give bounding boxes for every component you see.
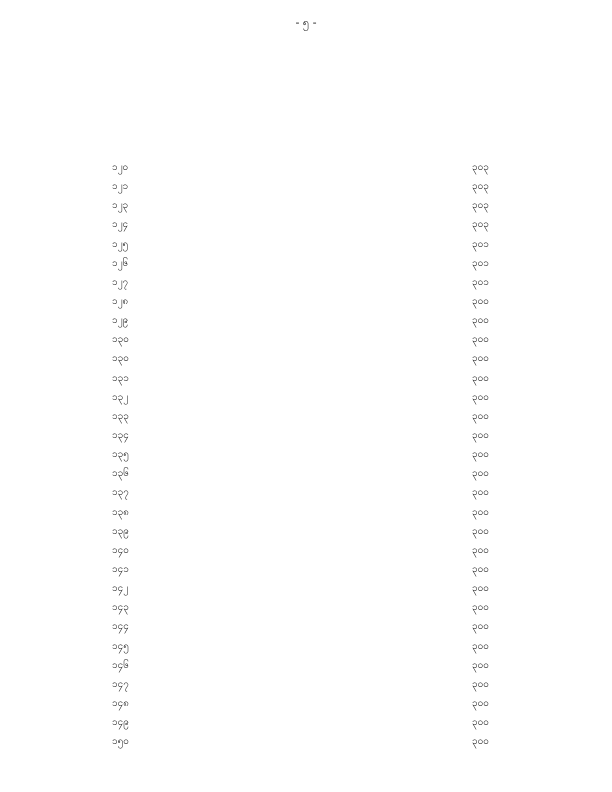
- row-marks: ၃၀၀: [472, 640, 489, 652]
- table-row: [0, 330, 612, 349]
- row-marks: ၃၀၁: [472, 276, 489, 288]
- row-marks: ၃၀၀: [472, 717, 489, 729]
- row-serial: ၁၃၀: [112, 353, 129, 365]
- table-row: [0, 560, 612, 579]
- table-row: [0, 503, 612, 522]
- table-row: [0, 254, 612, 273]
- table-row: [0, 215, 612, 234]
- row-marks: ၃၀၀: [472, 544, 489, 556]
- table-row: [0, 713, 612, 732]
- row-serial: ၁၅၀: [112, 736, 129, 748]
- table-row: [0, 656, 612, 675]
- table-row: [0, 617, 612, 636]
- row-marks: ၃၀၀: [472, 334, 489, 346]
- row-serial: ၁၂၇: [112, 276, 129, 288]
- table-row: [0, 407, 612, 426]
- row-serial: ၁၃၃: [112, 410, 129, 422]
- table-row: [0, 426, 612, 445]
- row-serial: ၁၂၉: [112, 315, 129, 327]
- row-marks: ၃၀၀: [472, 295, 489, 307]
- row-serial: ၁၃၆: [112, 468, 129, 480]
- table-row: [0, 273, 612, 292]
- table-row: [0, 694, 612, 713]
- row-marks: ၃၀၀: [472, 563, 489, 575]
- table-row: [0, 388, 612, 407]
- row-serial: ၁၃၀: [112, 334, 129, 346]
- row-marks: ၃၀၀: [472, 506, 489, 518]
- row-marks: ၃၀၀: [472, 391, 489, 403]
- table-row: [0, 158, 612, 177]
- table-row: [0, 598, 612, 617]
- row-marks: ၃၀၀: [472, 621, 489, 633]
- row-marks: ၃၀၃: [472, 181, 489, 193]
- row-marks: ၃၀၀: [472, 353, 489, 365]
- row-marks: ၃၀၀: [472, 372, 489, 384]
- row-marks: ၃၀၃: [472, 200, 489, 212]
- row-serial: ၁၃၁: [112, 372, 129, 384]
- table-row: [0, 292, 612, 311]
- row-serial: ၁၄၉: [112, 717, 129, 729]
- table-row: [0, 445, 612, 464]
- row-serial: ၁၄၆: [112, 659, 129, 671]
- table-row: [0, 464, 612, 483]
- row-marks: ၃၀၀: [472, 449, 489, 461]
- row-serial: ၁၂၈: [112, 295, 129, 307]
- row-marks: ၃၀၀: [472, 315, 489, 327]
- row-serial: ၁၂၃: [112, 200, 129, 212]
- row-marks: ၃၀၀: [472, 659, 489, 671]
- row-marks: ၃၀၀: [472, 602, 489, 614]
- table-row: [0, 579, 612, 598]
- row-serial: ၁၄၀: [112, 544, 129, 556]
- table-row: [0, 541, 612, 560]
- row-marks: ၃၀၀: [472, 583, 489, 595]
- row-marks: ၃၀၁: [472, 257, 489, 269]
- row-serial: ၁၃၉: [112, 525, 129, 537]
- row-serial: ၁၂၆: [112, 257, 129, 269]
- row-marks: ၃၀၀: [472, 678, 489, 690]
- row-marks: ၃၀၀: [472, 736, 489, 748]
- row-marks: ၃၀၀: [472, 410, 489, 422]
- row-marks: ၃၀၃: [472, 162, 489, 173]
- row-serial: ၁၄၈: [112, 697, 129, 709]
- row-serial: ၁၄၁: [112, 563, 129, 575]
- row-marks: ၃၀၃: [472, 219, 489, 231]
- row-serial: ၁၄၇: [112, 678, 129, 690]
- row-serial: ၁၃၄: [112, 429, 129, 441]
- table-row: [0, 311, 612, 330]
- table-row: [0, 369, 612, 388]
- row-serial: ၁၃၇: [112, 487, 129, 499]
- row-marks: ၃၀၀: [472, 525, 489, 537]
- table-row: [0, 349, 612, 368]
- table-row: [0, 177, 612, 196]
- row-marks: ၃၀၀: [472, 697, 489, 709]
- row-serial: ၁၂၄: [112, 219, 129, 231]
- row-serial: ၁၃၂: [112, 391, 129, 403]
- table-row: [0, 522, 612, 541]
- row-marks: ၃၀၁: [472, 238, 489, 250]
- row-serial: ၁၄၃: [112, 602, 129, 614]
- row-serial: ၁၄၅: [112, 640, 129, 652]
- table-row: [0, 196, 612, 215]
- row-serial: ၁၄၂: [112, 583, 129, 595]
- row-marks: ၃၀၀: [472, 468, 489, 480]
- page-number: - ၅ -: [295, 16, 317, 29]
- row-marks: ၃၀၀: [472, 487, 489, 499]
- table-row: [0, 483, 612, 502]
- row-marks: ၃၀၀: [472, 429, 489, 441]
- table-row: [0, 235, 612, 254]
- row-serial: ၁၂၁: [112, 181, 129, 193]
- table-row: [0, 675, 612, 694]
- row-serial: ၁၂၀: [112, 162, 129, 173]
- row-serial: ၁၄၄: [112, 621, 129, 633]
- table-row: [0, 732, 612, 751]
- row-serial: ၁၂၅: [112, 238, 129, 250]
- table-row: [0, 637, 612, 656]
- row-serial: ၁၃၈: [112, 506, 129, 518]
- results-list: [0, 158, 612, 751]
- row-serial: ၁၃၅: [112, 449, 129, 461]
